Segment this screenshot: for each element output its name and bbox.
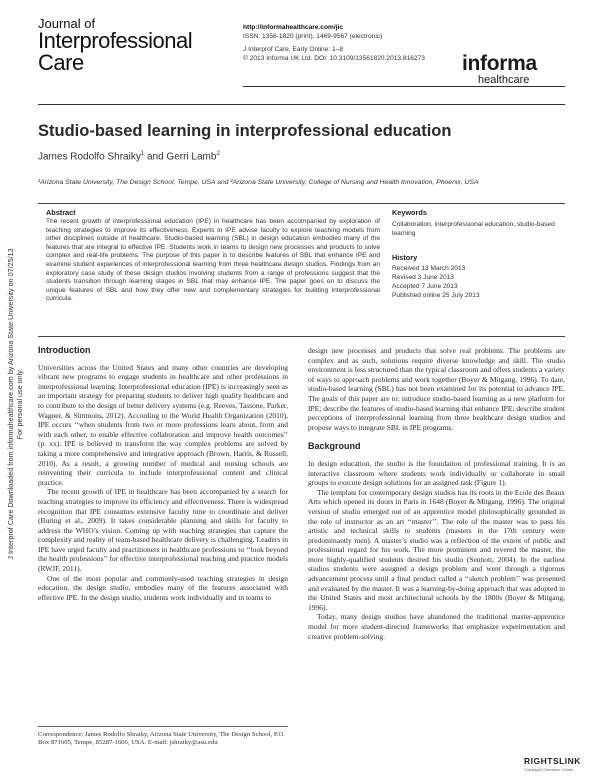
issn: ISSN: 1356-1820 (print), 1469-9567 (electronic) xyxy=(243,33,383,40)
background-paragraph-1: In design education, the studio is the foundation of professional training. It is an interactive classroom where students work individually or collaborate in small groups to execute design solutions for an assigned task (Figure 1). xyxy=(308,458,565,488)
intro-paragraph-1: Universities across the United States and many other countries are developing vibrant new programs to engage students in healthcare and other professions in interprofessional learning. Interprofessional education (IPE) is increasingly seen as an important strategy for preparing students to deliver high quality healthcare and to contribute to the design of better delivery systems (e.g. Reeves, Tassone, Parker, Wagner, & Simmons, 2012). According to the World Health Organization (2010), IPE occurs ‘‘when students from two or more professions learn about, from and with each other, to enable effective collaboration and improve health outcomes’’ (p. xx). IPE is believed to transform the way complex problems are solved by taking a more comprehensive and integrative approach (Brown, Harris, & Russell, 2010). As a result, a growing number of medical and nursing schools are reinventing their curricula to include interprofessional content and clinical practice. xyxy=(38,362,288,487)
abstract-bottom-rule xyxy=(38,336,565,337)
body-column-right xyxy=(308,346,565,641)
healthcare-logo-text: healthcare xyxy=(478,74,530,86)
rightslink-sub: Copyright Clearance Center xyxy=(524,767,574,772)
article-title: Studio-based learning in interprofessional education xyxy=(38,122,452,140)
citation: J Interprof Care, Early Online: 1–8 xyxy=(243,46,344,53)
abstract-heading: Abstract xyxy=(46,208,76,217)
copyright-doi: © 2013 Informa UK Ltd. DOI: 10.3109/13561820.2013.816273 xyxy=(243,55,425,62)
body-column-left xyxy=(38,346,288,602)
header-bottom-rule xyxy=(38,104,565,105)
introduction-heading: Introduction xyxy=(38,345,91,355)
intro-paragraph-2: The recent growth of IPE in healthcare has been accompanied by a search for teaching strategies to improve its efficiency and effectiveness. There is widespread recognition that IPE consumes extensive faculty time to coordinate and deliver (Buring et al., 2009). It takes considerable planning and skills for faculty to address the WHO’s vision. Coming up with teaching strategies that capture the complexity and reality of team-based healthcare delivery is challenging. Leaders in IPE have urged faculty and practitioners in healthcare professions to ‘‘look beyond the health professions’’ for effective interprofessional teaching and practice models (RWJF, 2011). xyxy=(38,487,288,574)
intro-paragraph-3: One of the most popular and commonly-used teaching strategies in design education, the design studio, embodies many of the features associated with effective IPE. In the design studio, students work individually and in teams to xyxy=(38,573,288,602)
right-paragraph-1: design new processes and products that solve real problems. The problems are complex and as such, solutions require diverse knowledge and skill. The studio environment is less structured than the typical classroom and offers students a variety of ways to approach problems and work together (Boyer & Mitgang, 1996). To date, studio-based learning (SBL) has not been examined for its potential to advance IPE. The goals of this paper are to: introduce studio-based learning as a new platform for IPE; describe the features of studio-based learning that enhance IPE; describe student perceptions of interprofessional learning from three healthcare design studios and propose ways to integrate SBL in IPE programs. xyxy=(308,346,565,432)
rightslink-logo[interactable]: RIGHTSLINK xyxy=(524,756,581,766)
author-1-affil-marker: 1 xyxy=(140,151,145,157)
history-published: Published online 25 July 2013 xyxy=(392,292,480,299)
abstract-top-rule xyxy=(38,203,565,204)
footnote-rule xyxy=(38,726,288,727)
history-accepted: Accepted 7 June 2013 xyxy=(392,283,458,290)
journal-url-link[interactable]: http://informahealthcare.com/jic xyxy=(243,24,344,31)
author-2-affil-marker: 2 xyxy=(216,151,220,157)
informa-logo: informa xyxy=(462,52,537,75)
author-separator: and xyxy=(144,151,167,163)
author-2[interactable]: Gerri Lamb xyxy=(166,151,217,163)
keywords-text: Collaboration, interprofessional education, studio-based learning xyxy=(392,221,555,237)
journal-name xyxy=(38,30,192,74)
correspondence-note: Correspondence: James Rodolfo Shraiky, Arizona State University, The Design School, P.O. Box 871605, Tempe, 85287-1606, USA. E-mail: jshraiky@asu.edu xyxy=(38,731,285,747)
background-heading: Background xyxy=(308,441,361,452)
background-paragraph-2: The template for contemporary design studios has its roots in the Ecole des Beaux Arts which opened its doors in Paris in 1648 (Boyer & Mitgang, 1996). The original version of studio emerged out of an apprentice model philosophically grounded in the role of instructor as an art ‘‘master’’. The role of the master was to pass his artistic and technical skills to students (masters in the 17th century were predominantly men). A master’s studio was a reflection of the extent of public and professional regard for his work. The more prominent and revered the master, the more highly-qualified students desired his studio (Sennott, 2004). In the earliest studios students were assigned a design problem and went through a rigorous advancement process until a final product called a ‘‘sketch problem’’ was presented and evaluated by the master. It was a learning-by-doing approach that was adopted in the United States and most architectural schools by the 1800s (Boyer & Mitgang, 1996). xyxy=(308,487,565,612)
journal-meta xyxy=(243,23,425,63)
header-divider xyxy=(243,86,565,87)
background-paragraph-3: Today, many design studios have abandoned the traditional master-apprentice model for more student-directed frameworks that emphasize experimentation and creative problem-solving. xyxy=(308,612,565,641)
abstract-text: The recent growth of interprofessional education (IPE) in healthcare has been accompanied by exploration of teaching strategies to improve its effectiveness. Experts in IPE advise faculty to explore teaching models from other disciplines outside of healthcare. Studio-based learning (SBL) in design education embodies many of the features that are integral to effective IPE. Students work in teams to design new processes and products to solve complex and real-life problems. The purpose of this paper is to describe features of SBL that enhance IPE and examine student experiences of interprofessional learning from three healthcare design studios. Findings from an exploratory case study of these design studios involving students from a range of professions suggest that the students transition through learning stages in SBL that may enhance IPE. The paper goes on to discuss the unique features of SBL and how they offer new and complementary strategies for building interprofessional curricula. xyxy=(46,218,380,303)
download-side-note: J Interprof Care Downloaded from informahealthcare.com by Arizona State University on 07/25/13 For personal use only. xyxy=(6,248,24,560)
journal-name-line-1: Interprofessional xyxy=(38,28,193,53)
journal-name-line-2: Care xyxy=(38,50,84,75)
history-revised: Revised 3 June 2013 xyxy=(392,274,454,281)
journal-name-small: Journal of xyxy=(38,16,96,31)
history-list xyxy=(392,264,557,300)
history-heading: History xyxy=(392,253,418,262)
history-received: Received 13 March 2013 xyxy=(392,265,466,272)
keywords-heading: Keywords xyxy=(392,208,427,217)
authors xyxy=(38,151,220,162)
author-1[interactable]: James Rodolfo Shraiky xyxy=(38,151,141,163)
affiliations: ¹Arizona State University, The Design School, Tempe, USA and ²Arizona State University, College of Nursing and Health Innovation, Phoenix, USA xyxy=(38,179,479,186)
